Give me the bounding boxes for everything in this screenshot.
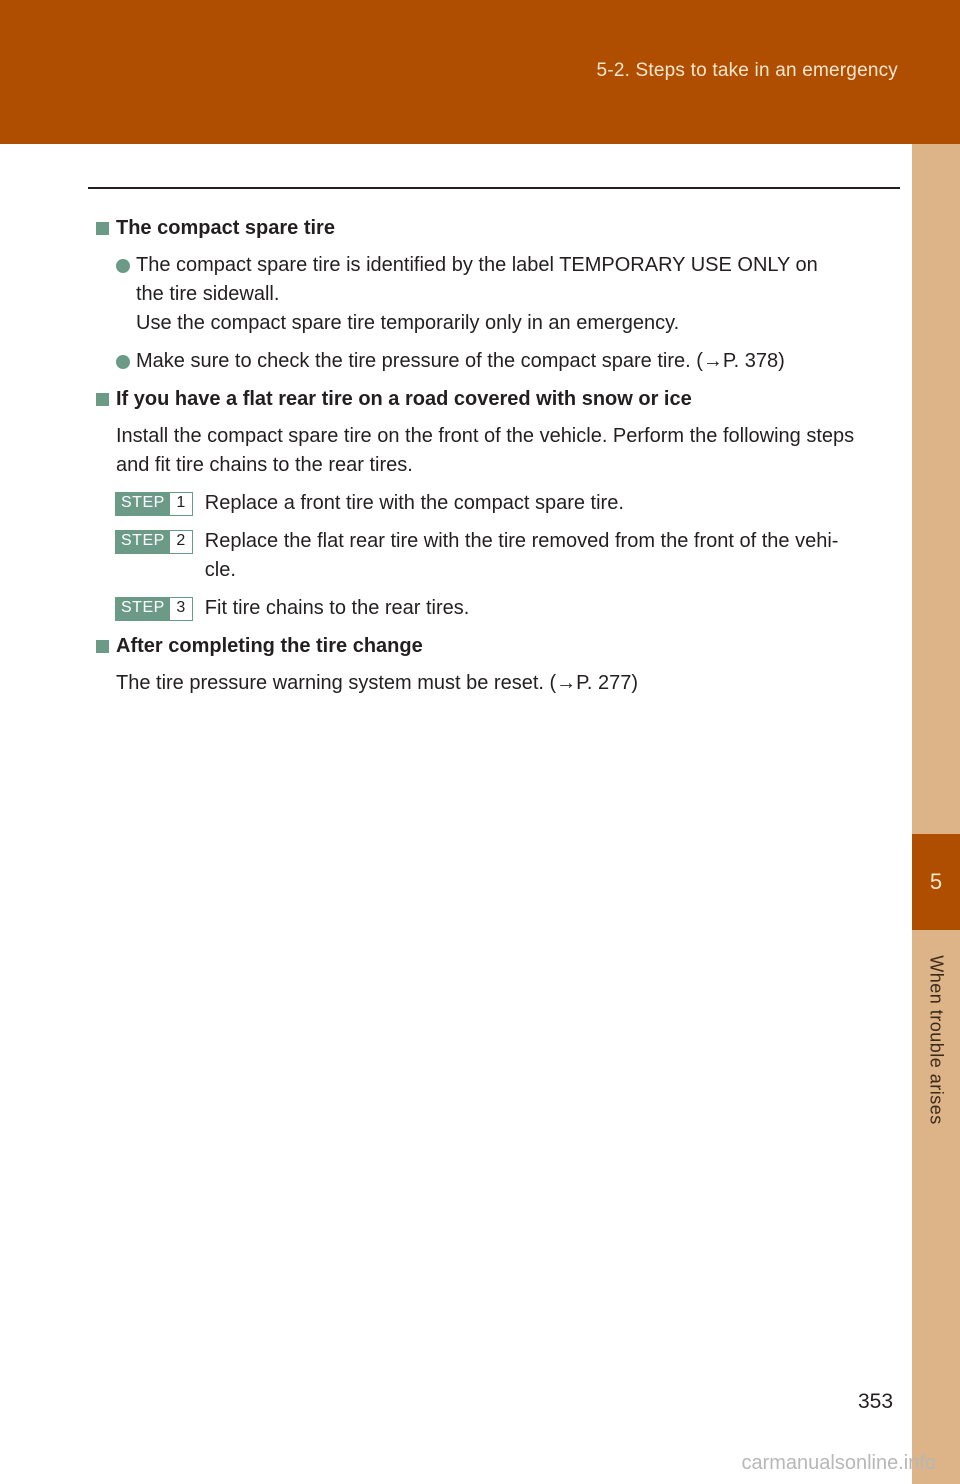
- chapter-label: When trouble arises: [926, 955, 947, 1125]
- bullet-item: [96, 347, 896, 376]
- chapter-side-tab: [912, 144, 960, 1484]
- page-header: [0, 0, 960, 144]
- page-number: 353: [858, 1390, 894, 1413]
- step-item: STEP 1 Replace a front tire with the compact spare tire.: [96, 489, 896, 518]
- square-bullet-icon: [96, 640, 109, 653]
- step-badge: STEP 2: [115, 530, 193, 554]
- section-title: 5-2. Steps to take in an emergency: [596, 60, 898, 81]
- step-item: STEP 3 Fit tire chains to the rear tires.: [96, 594, 896, 623]
- step-badge: STEP 1: [115, 492, 193, 516]
- chapter-number: 5: [912, 834, 960, 930]
- section-heading: After completing the tire change: [96, 632, 896, 661]
- paragraph: [96, 669, 896, 698]
- watermark: carmanualsonline.info: [741, 1452, 936, 1474]
- section-heading: The compact spare tire: [96, 214, 896, 243]
- top-divider: [88, 187, 900, 189]
- circle-bullet-icon: [116, 355, 130, 369]
- page-reference: The tire pressure warning system must be reset. (→P. 277): [116, 672, 639, 694]
- square-bullet-icon: [96, 393, 109, 406]
- step-badge: STEP 3: [115, 597, 193, 621]
- circle-bullet-icon: [116, 259, 130, 273]
- section-heading: If you have a flat rear tire on a road covered with snow or ice: [96, 385, 896, 414]
- page-reference: Make sure to check the tire pressure of the compact spare tire. (→P. 378): [136, 350, 785, 372]
- page-content: [96, 214, 896, 707]
- bullet-item: The compact spare tire is identified by the label TEMPORARY USE ONLY on the tire sidewall. Use the compact spare tire temporarily only in an emergency.: [96, 251, 896, 338]
- square-bullet-icon: [96, 222, 109, 235]
- step-item: STEP 2 Replace the flat rear tire with the tire removed from the front of the vehi- cle.: [96, 527, 896, 585]
- paragraph: Install the compact spare tire on the front of the vehicle. Perform the following steps and fit tire chains to the rear tires.: [116, 425, 855, 476]
